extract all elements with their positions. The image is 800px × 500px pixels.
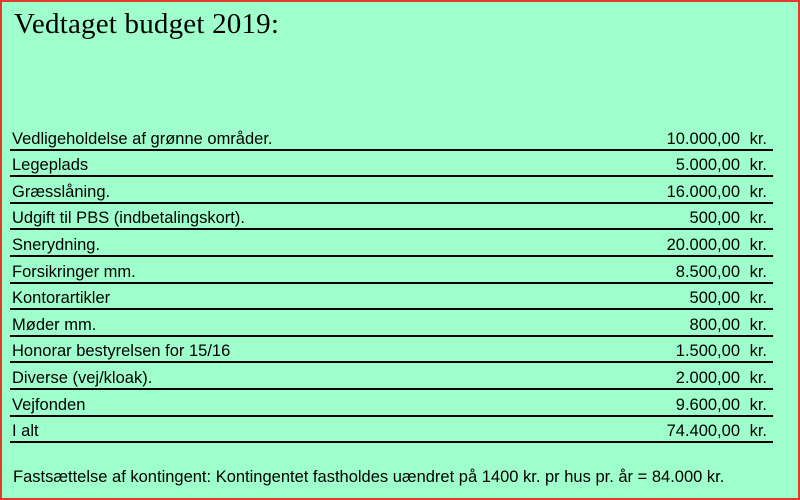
- row-description: Kontorartikler: [10, 283, 572, 310]
- row-currency: kr.: [740, 203, 773, 230]
- row-amount: 500,00: [572, 283, 740, 310]
- row-amount: 800,00: [572, 309, 740, 336]
- row-currency: kr.: [740, 389, 773, 416]
- row-description: I alt: [10, 416, 572, 443]
- table-row: [10, 124, 773, 150]
- table-row: [10, 229, 773, 256]
- row-currency: kr.: [740, 150, 773, 177]
- table-row: [10, 203, 773, 230]
- row-amount: 20.000,00: [572, 229, 740, 256]
- row-description: Vedligeholdelse af grønne områder.: [10, 124, 572, 150]
- row-description: Legeplads: [10, 150, 572, 177]
- table-row: [10, 283, 773, 310]
- table-row: [10, 150, 773, 177]
- table-row: [10, 389, 773, 416]
- row-amount: 16.000,00: [572, 176, 740, 203]
- row-description: Vejfonden: [10, 389, 572, 416]
- row-description: Diverse (vej/kloak).: [10, 362, 572, 389]
- row-description: Snerydning.: [10, 229, 572, 256]
- table-row: [10, 362, 773, 389]
- row-currency: kr.: [740, 362, 773, 389]
- total-row: [10, 416, 773, 443]
- row-amount: 9.600,00: [572, 389, 740, 416]
- table-row: [10, 309, 773, 336]
- row-currency: kr.: [740, 124, 773, 150]
- row-description: Forsikringer mm.: [10, 256, 572, 283]
- row-amount: 8.500,00: [572, 256, 740, 283]
- row-amount: 2.000,00: [572, 362, 740, 389]
- row-currency: kr.: [740, 283, 773, 310]
- budget-table-body: [10, 124, 773, 442]
- row-currency: kr.: [740, 336, 773, 363]
- table-row: [10, 176, 773, 203]
- row-description: Honorar bestyrelsen for 15/16: [10, 336, 572, 363]
- row-amount: 74.400,00: [572, 416, 740, 443]
- table-row: [10, 336, 773, 363]
- row-currency: kr.: [740, 256, 773, 283]
- row-description: Møder mm.: [10, 309, 572, 336]
- row-currency: kr.: [740, 416, 773, 443]
- row-amount: 1.500,00: [572, 336, 740, 363]
- row-currency: kr.: [740, 176, 773, 203]
- page-title: Vedtaget budget 2019:: [14, 8, 280, 40]
- budget-table: [10, 124, 773, 443]
- table-row: [10, 256, 773, 283]
- membership-fee-note: Fastsættelse af kontingent: Kontingentet fastholdes uændret på 1400 kr. pr hus pr. år = 84.000 kr.: [13, 468, 725, 486]
- row-description: Udgift til PBS (indbetalingskort).: [10, 203, 572, 230]
- row-amount: 500,00: [572, 203, 740, 230]
- row-amount: 10.000,00: [572, 124, 740, 150]
- row-currency: kr.: [740, 229, 773, 256]
- row-description: Græsslåning.: [10, 176, 572, 203]
- row-currency: kr.: [740, 309, 773, 336]
- row-amount: 5.000,00: [572, 150, 740, 177]
